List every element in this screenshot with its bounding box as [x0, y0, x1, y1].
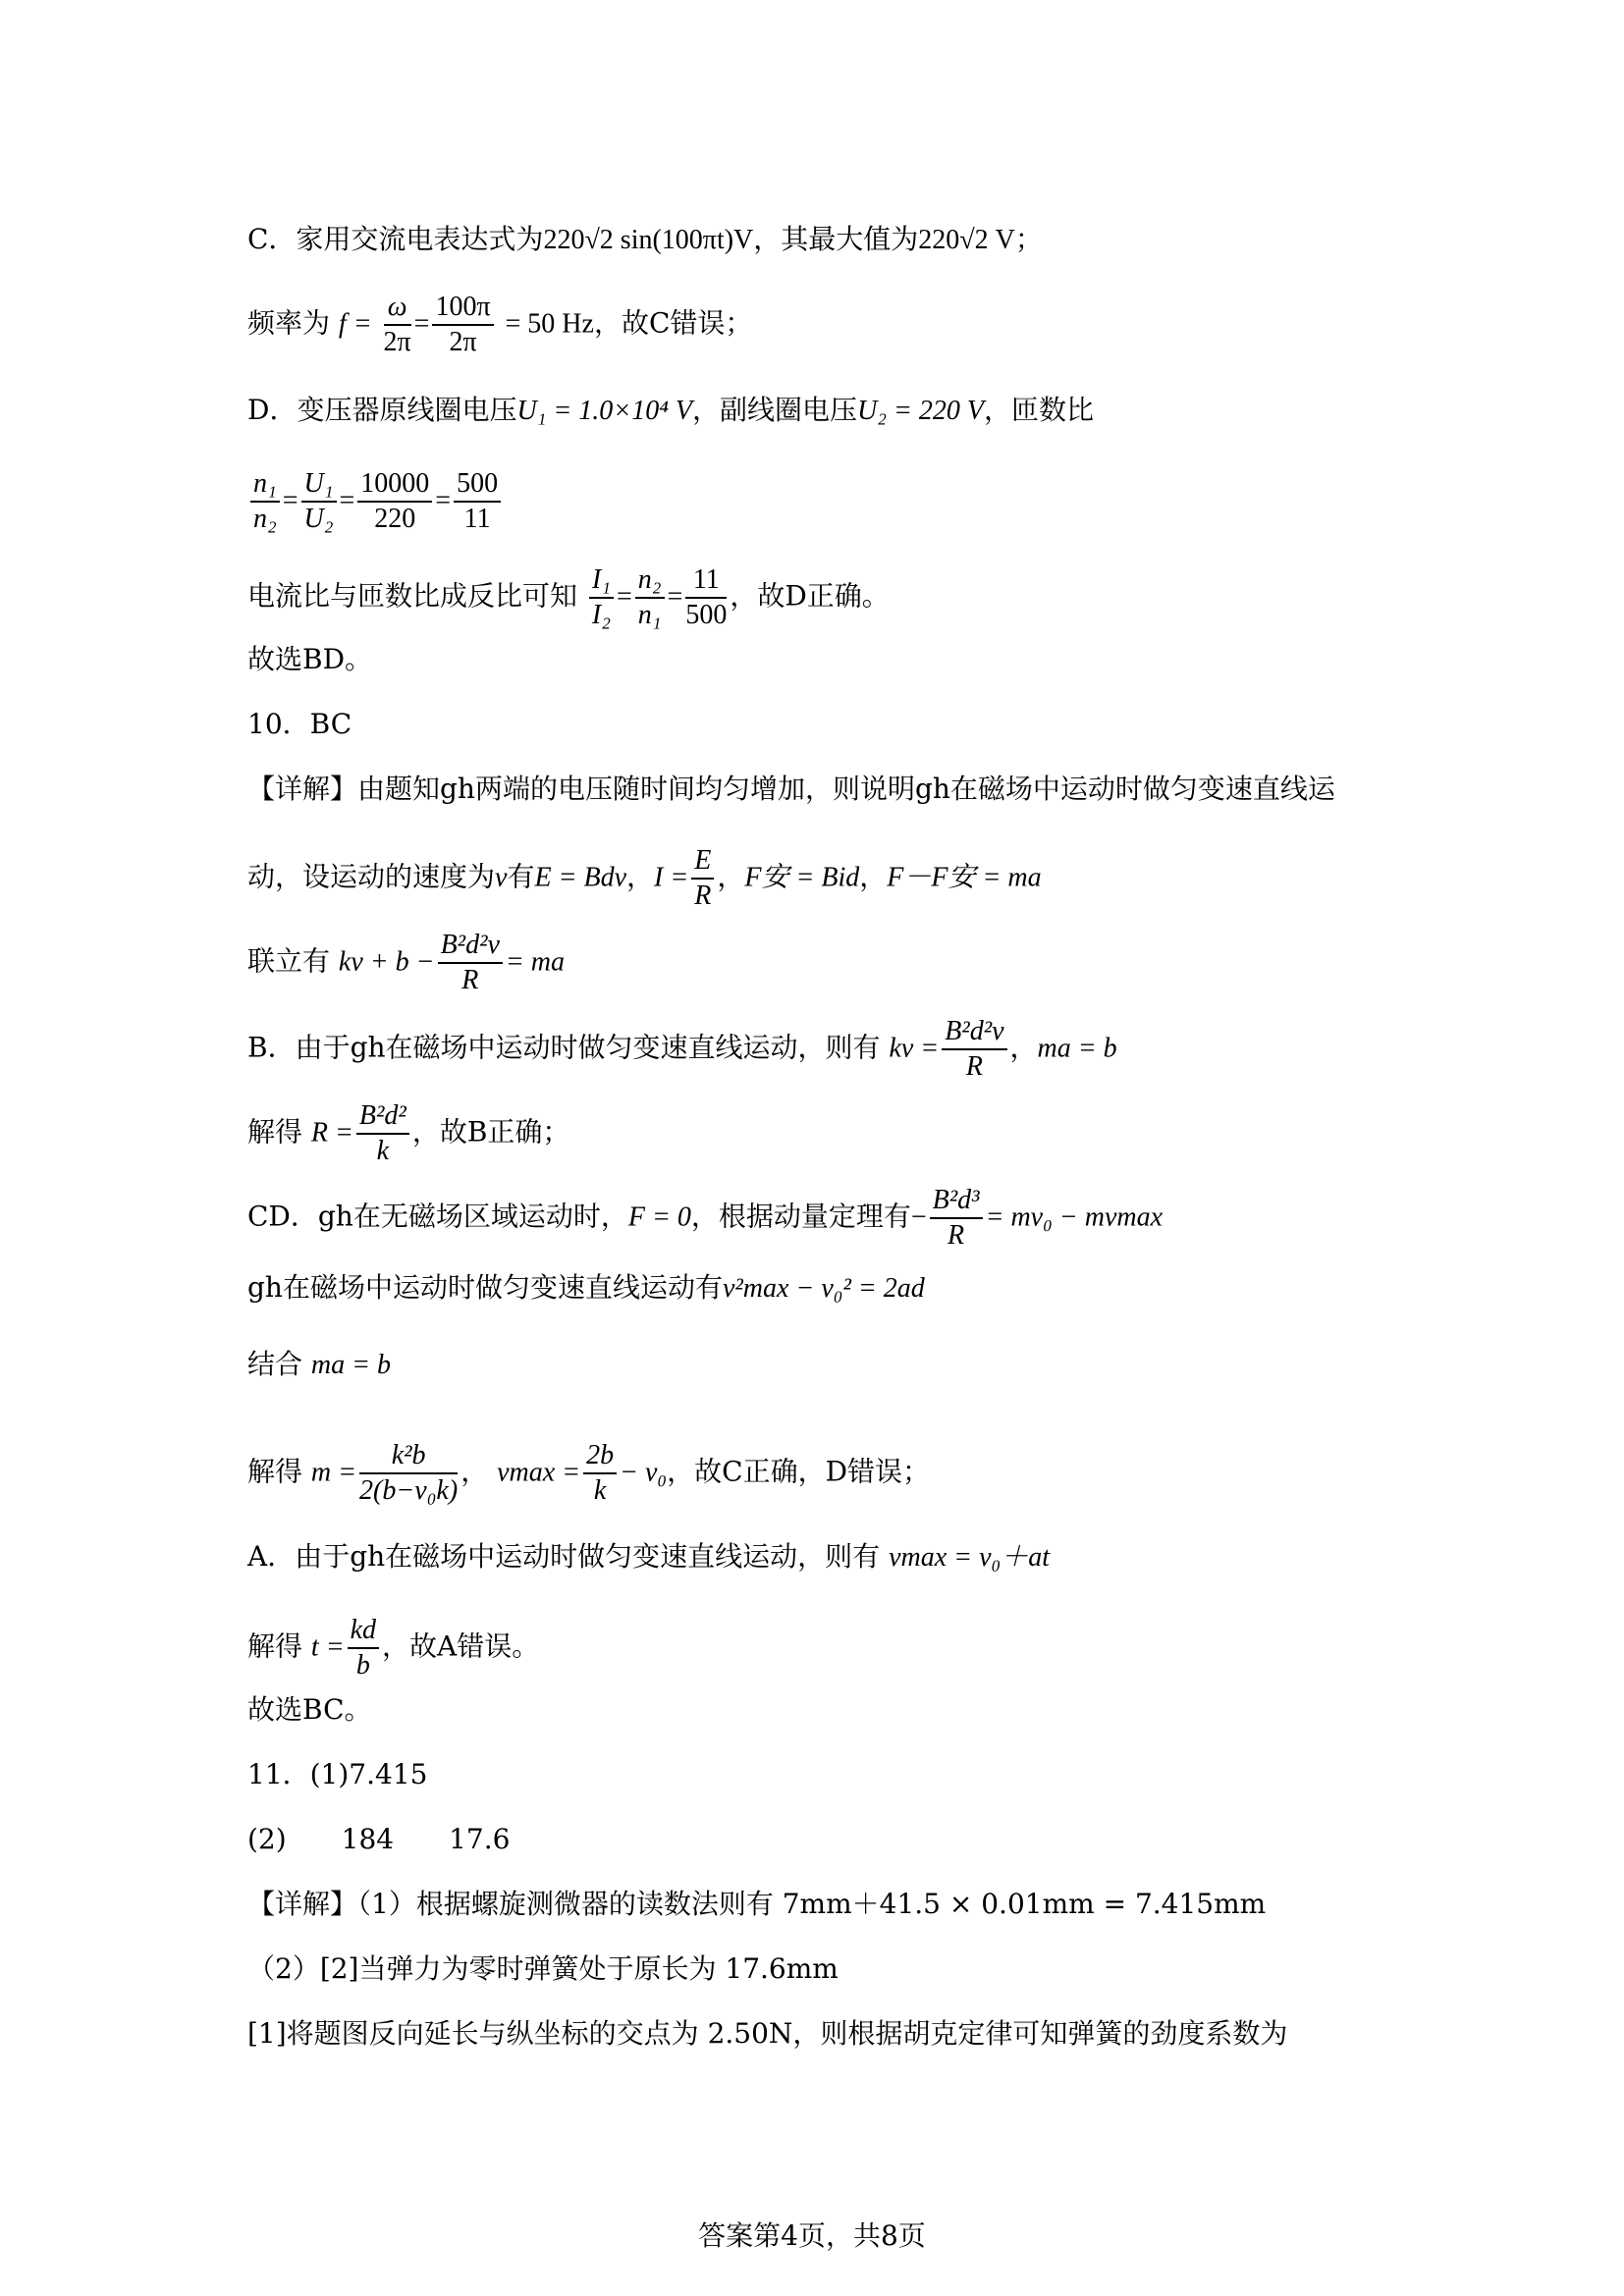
minus-v0: − v₀: [620, 1457, 668, 1488]
frac-omega: [384, 291, 411, 359]
frac-i1i2: [589, 563, 614, 632]
max-value: 220√2 V: [918, 225, 1015, 255]
page-footer: 答案第4页，共8页: [698, 2219, 926, 2252]
b-end: ，故B正确；: [411, 1115, 570, 1148]
frac-num: 100π: [432, 291, 493, 326]
frac-11-500: [685, 563, 727, 632]
cur-end: ，故D正确。: [730, 579, 890, 613]
lian: 联立有: [247, 944, 331, 978]
comma: ，: [626, 860, 655, 893]
line-c-option: [247, 222, 1043, 258]
r-eq: R =: [310, 1117, 353, 1148]
a-end: ，故A错误。: [382, 1629, 540, 1663]
freq-end: ，故C错误；: [593, 306, 753, 340]
line-select-bc: 故选BC。: [247, 1693, 372, 1726]
detail-11-part3: [1]将题图反向延长与纵坐标的交点为 2.50N，则根据胡克定律可知弹簧的劲度系数为: [247, 2017, 1288, 2050]
eq-sign: =: [413, 308, 430, 340]
solve: 解得: [247, 1455, 303, 1488]
emf-eq: E = Bdv: [534, 862, 626, 893]
frac-den: R: [965, 1051, 983, 1082]
comma: ，: [717, 860, 745, 893]
eq-sign: =: [435, 485, 452, 516]
comma: ，: [1009, 1031, 1038, 1064]
line-cd-momentum: [247, 1184, 1163, 1253]
c-label: C．家用交流电表达式为: [247, 223, 544, 255]
frac-num: k²b: [359, 1439, 458, 1474]
ac-expression: 220√2 sin(100πt)V: [543, 225, 754, 255]
t-eq: t =: [310, 1631, 345, 1663]
frac-den: k: [376, 1136, 390, 1166]
eq-sign: =: [616, 581, 632, 613]
frac-den: n₂: [253, 504, 277, 534]
frac-num: 11: [685, 563, 727, 599]
frac-num: B²d³: [930, 1184, 983, 1219]
ma-b: ma = b: [1037, 1033, 1117, 1064]
l16-end: ，故C正确，D错误；: [667, 1455, 931, 1488]
vmax-eq: vmax =: [497, 1457, 581, 1488]
vmax-at: vmax = v₀＋at: [889, 1542, 1051, 1573]
line-a-option: [247, 1539, 1050, 1575]
minus: −: [910, 1201, 927, 1233]
frac-den: k: [593, 1475, 607, 1506]
frac-den: n₁: [637, 600, 662, 630]
frac-den: R: [461, 965, 479, 995]
frac-den: 11: [463, 504, 491, 534]
l14-pre: gh在磁场中运动时做匀变速直线运动有: [247, 1271, 723, 1304]
d-pre: D．变压器原线圈电压: [247, 394, 517, 426]
cd-mid: ，根据动量定理有: [690, 1200, 911, 1233]
frac-num: E: [691, 844, 714, 880]
newton-eq: F－F安 = ma: [887, 862, 1042, 893]
combine: 结合: [247, 1348, 303, 1380]
frac-num: 500: [454, 467, 501, 503]
frac-den: 500: [685, 600, 728, 630]
freq-f: f =: [338, 308, 372, 340]
line-combine: [247, 1347, 391, 1383]
ma-b: ma = b: [310, 1350, 392, 1380]
d-end: ，匝数比: [984, 394, 1095, 426]
frac-10000-220: [357, 467, 432, 536]
line-solve-m: [247, 1439, 930, 1508]
line-solve-t: [247, 1614, 539, 1682]
f-zero: F = 0: [627, 1201, 691, 1233]
i-eq: I =: [654, 862, 689, 893]
question-10-answer: 10．BC: [247, 708, 352, 740]
line-current-ratio: [247, 563, 890, 632]
frac-den: U₂: [303, 504, 334, 534]
line-velocity-setup: [247, 844, 1042, 913]
frac-b2d3-r: [930, 1184, 983, 1253]
solve: 解得: [247, 1115, 303, 1148]
comma: ，: [460, 1455, 489, 1488]
frac-num: B²d²v: [438, 929, 503, 964]
d-mid: ，副线圈电压: [692, 394, 858, 426]
frac-num: 10000: [357, 467, 432, 503]
cur-pre: 电流比与匝数比成反比可知: [247, 579, 578, 613]
frac-num: kd: [348, 1614, 379, 1649]
frac-kd-b: [348, 1614, 379, 1682]
frac-num: n₂: [635, 563, 665, 599]
frac-n1n2: [250, 467, 280, 536]
detail-10-intro: 【详解】由题知gh两端的电压随时间均匀增加，则说明gh在磁场中运动时做匀变速直线运: [247, 773, 1335, 805]
frac-b2d2v-r: [942, 1015, 1006, 1084]
question-11-answer-1: 11．(1)7.415: [247, 1758, 428, 1790]
frac-den: R: [694, 881, 712, 911]
cd-pre: CD．gh在无磁场区域运动时，: [247, 1200, 628, 1233]
u2-value: U₂ = 220 V: [857, 396, 985, 426]
frac-100pi: [432, 291, 493, 359]
freq-pre: 频率为: [247, 306, 331, 340]
line-b-option: [247, 1015, 1117, 1084]
comma: ，: [859, 860, 888, 893]
frac-num: I₁: [589, 563, 614, 599]
ampere-force: F安 = Bid: [744, 862, 860, 893]
frac-num: ω: [384, 291, 411, 326]
frac-den: 2π: [383, 327, 411, 357]
eq-sign: =: [282, 485, 298, 516]
frac-den: 2(b−v₀k): [359, 1475, 459, 1506]
detail-11-part1: 【详解】（1）根据螺旋测微器的读数法则有 7mm＋41.5 × 0.01mm = 7.415mm: [247, 1888, 1267, 1920]
eq-sign: =: [667, 581, 683, 613]
c-mid: ，其最大值为: [753, 223, 919, 255]
frac-num: n₁: [250, 467, 280, 503]
frac-n2n1: [635, 563, 665, 632]
l9b: 有: [507, 860, 535, 893]
m-eq: m =: [310, 1457, 357, 1488]
line-d-option: [247, 393, 1094, 429]
kvb: kv + b −: [338, 946, 435, 978]
line-combined: [247, 929, 565, 997]
line-frequency: [247, 291, 752, 359]
frac-num: B²d²v: [942, 1015, 1006, 1050]
detail-11-part2: （2）[2]当弹力为零时弹簧处于原长为 17.6mm: [247, 1952, 839, 1985]
a-pre: A．由于gh在磁场中运动时做匀变速直线运动，则有: [247, 1540, 881, 1573]
frac-500-11: [454, 467, 501, 536]
eq-ma: = ma: [505, 946, 566, 978]
frac-num: B²d²: [356, 1099, 409, 1135]
eq-sign: =: [339, 485, 355, 516]
frac-u1u2: [301, 467, 337, 536]
b-pre: B．由于gh在磁场中运动时做匀变速直线运动，则有: [247, 1031, 881, 1064]
var-v: v: [495, 862, 508, 893]
frac-den: R: [947, 1220, 965, 1251]
frac-den: 2π: [449, 327, 477, 357]
line-solve-r: [247, 1099, 569, 1168]
frac-num: U₁: [301, 467, 337, 503]
kv-eq: kv =: [889, 1033, 940, 1064]
c-end: ；: [1014, 223, 1043, 255]
line-kinematics: [247, 1270, 925, 1307]
freq-value: = 50 Hz: [505, 308, 594, 340]
frac-2b-k: [583, 1439, 617, 1508]
frac-b2d2v-r: [438, 929, 503, 997]
frac-b2d2-k: [356, 1099, 409, 1168]
frac-den: b: [355, 1650, 370, 1681]
frac-num: 2b: [583, 1439, 617, 1474]
line-select-bd: 故选BD。: [247, 643, 373, 675]
frac-e-r: [691, 844, 714, 913]
momentum-rhs: = mv₀ − mvmax: [985, 1201, 1164, 1233]
frac-mass: [359, 1439, 458, 1508]
question-11-answer-2: (2) 184 17.6: [247, 1823, 511, 1855]
l9a: 动，设运动的速度为: [247, 860, 496, 893]
solve: 解得: [247, 1629, 303, 1663]
kinematic-eq: v²max − v₀² = 2ad: [722, 1273, 925, 1304]
u1-value: U₁ = 1.0×10⁴ V: [516, 396, 693, 426]
frac-den: I₂: [591, 600, 611, 630]
line-turns-ratio: [247, 467, 504, 536]
frac-den: 220: [374, 504, 416, 534]
